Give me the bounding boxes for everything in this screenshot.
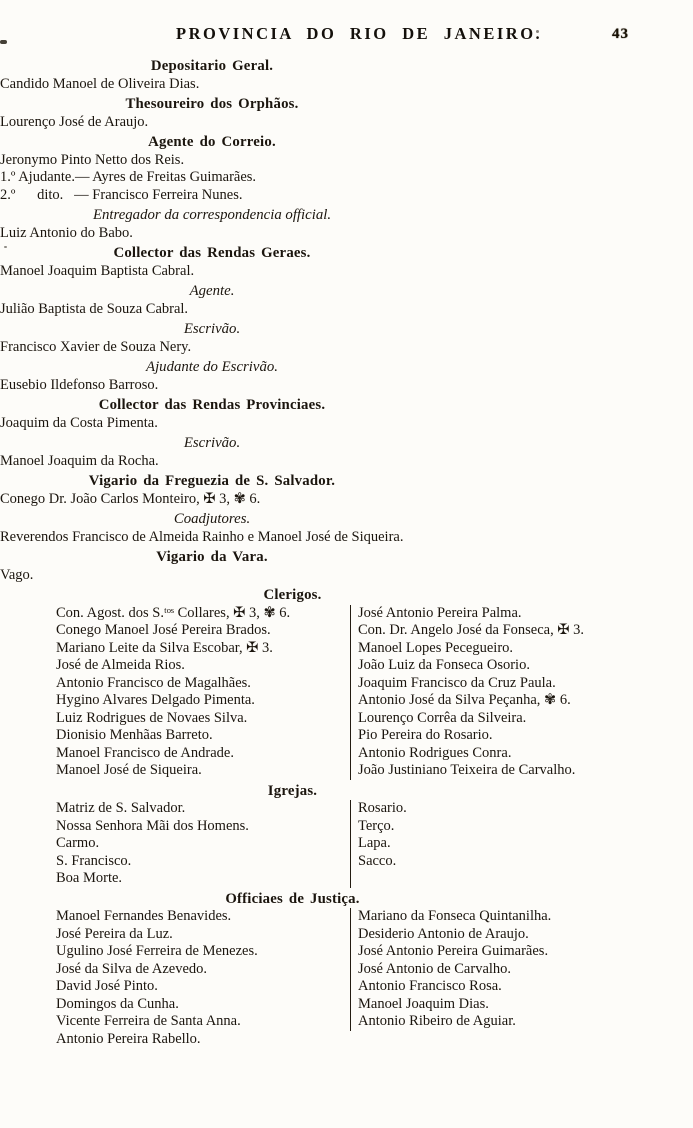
subheading-escrivao: Escrivão. (183, 321, 241, 337)
entry-name: Joaquim da Costa Pimenta. (0, 414, 158, 431)
subheading-escrivao: Escrivão. (183, 435, 241, 451)
list-item: Con. Dr. Angelo José da Fonseca, ✠ 3. (358, 622, 585, 638)
list-item: Luiz Rodrigues de Novaes Silva. (56, 709, 248, 726)
igrejas-right-column (350, 800, 656, 888)
list-item: Con. Agost. dos S.ᵗᵒˢ Collares, ✠ 3, ✾ 6. (56, 604, 291, 621)
list-item: Boa Morte. (56, 870, 123, 886)
list-item: Desiderio Antonio de Araujo. (358, 925, 529, 942)
entry-name: Conego Dr. João Carlos Monteiro, ✠ 3, ✾ 6. (0, 490, 261, 507)
officiaes-two-column-list (56, 908, 656, 1048)
list-item: Manoel Fernandes Benavides. (56, 908, 232, 924)
list-item: Joaquim Francisco da Cruz Paula. (358, 674, 556, 691)
entry-name: Julião Baptista de Souza Cabral. (0, 300, 189, 317)
list-item: Conego Manoel José Pereira Brados. (56, 622, 271, 638)
list-item: Antonio Pereira Rabello. (56, 1030, 201, 1047)
heading-thesoureiro-orphaos: Thesoureiro dos Orphãos. (125, 96, 299, 112)
heading-clerigos: Clerigos. (263, 587, 322, 603)
entry-line-ajudante-1: 1.º Ajudante.— Ayres de Freitas Guimarães. (0, 169, 257, 185)
igrejas-two-column-list (56, 800, 656, 888)
list-item: Nossa Senhora Mãi dos Homens. (56, 817, 249, 834)
list-item: José de Almeida Rios. (56, 657, 185, 673)
list-item: José da Silva de Azevedo. (56, 960, 208, 977)
list-item: Rosario. (358, 800, 407, 816)
page-number: 43 (612, 26, 629, 42)
list-item: Lapa. (358, 835, 391, 851)
list-item: Ugulino José Ferreira de Menezes. (56, 943, 258, 959)
list-item: Manoel Lopes Pecegueiro. (358, 639, 514, 656)
list-item: Matriz de S. Salvador. (56, 800, 186, 816)
officiaes-right-column (350, 908, 656, 1031)
list-item: Hygino Alvares Delgado Pimenta. (56, 692, 255, 708)
heading-officiaes-justica: Officiaes de Justiça. (225, 890, 360, 907)
scan-speck (4, 246, 7, 248)
entry-name: Candido Manoel de Oliveira Dias. (0, 75, 200, 92)
entry-line-ajudante-2: 2.º dito. — Francisco Ferreira Nunes. (0, 186, 243, 203)
list-item: João Justiniano Teixeira de Carvalho. (358, 762, 576, 778)
entry-name: Francisco Xavier de Souza Nery. (0, 338, 192, 355)
heading-rendas-provinciaes: Collector das Rendas Provinciaes. (98, 397, 326, 413)
subheading-entregador: Entregador da correspondencia official. (92, 207, 332, 223)
entry-name: Vago. (0, 566, 34, 583)
entry-name: Eusebio Ildefonso Barroso. (0, 376, 159, 393)
entry-name: Luiz Antonio do Babo. (0, 224, 133, 241)
list-item: Manoel Francisco de Andrade. (56, 744, 234, 761)
heading-agente-correio: Agente do Correio. (148, 134, 276, 150)
list-item: Manoel José de Siqueira. (56, 762, 202, 778)
clerigos-right-column (350, 605, 656, 780)
list-item: Antonio Francisco Rosa. (358, 978, 502, 994)
list-item: Domingos da Cunha. (56, 995, 179, 1012)
entry-name: Lourenço José de Araujo. (0, 113, 149, 130)
subheading-coadjutores: Coadjutores. (173, 511, 251, 527)
list-item: Terço. (358, 817, 395, 834)
heading-rendas-geraes: Collector das Rendas Geraes. (113, 245, 311, 261)
list-item: José Antonio Pereira Palma. (358, 604, 522, 621)
entry-name: Manoel Joaquim Baptista Cabral. (0, 262, 195, 279)
subheading-agente: Agente. (189, 283, 235, 299)
list-item: Carmo. (56, 835, 100, 851)
list-item: José Pereira da Luz. (56, 925, 173, 942)
heading-vigario-vara: Vigario da Vara. (156, 549, 268, 565)
list-item: Antonio Ribeiro de Aguiar. (358, 1013, 516, 1029)
list-item: Mariano Leite da Silva Escobar, ✠ 3. (56, 639, 273, 656)
officiaes-left-column (56, 908, 350, 1048)
list-item: José Antonio Pereira Guimarães. (358, 943, 549, 959)
page-body (0, 55, 693, 1048)
list-item: Sacco. (358, 852, 397, 869)
list-item: Lourenço Corrêa da Silveira. (358, 709, 527, 726)
subheading-ajudante-escrivao: Ajudante do Escrivão. (146, 359, 278, 375)
list-item: Mariano da Fonseca Quintanilha. (358, 908, 552, 924)
clerigos-two-column-list (56, 605, 656, 780)
heading-vigario-freguezia: Vigario da Freguezia de S. Salvador. (88, 473, 336, 489)
list-item: Antonio Francisco de Magalhães. (56, 674, 251, 691)
list-item: David José Pinto. (56, 978, 158, 994)
list-item: Vicente Ferreira de Santa Anna. (56, 1013, 241, 1029)
list-item: Manoel Joaquim Dias. (358, 995, 489, 1012)
heading-depositario-geral: Depositario Geral. (150, 58, 274, 74)
list-item: José Antonio de Carvalho. (358, 960, 512, 977)
list-item: Dionisio Menhãas Barreto. (56, 727, 213, 743)
igrejas-left-column (56, 800, 350, 888)
list-item: João Luiz da Fonseca Osorio. (358, 657, 530, 673)
list-item: Antonio José da Silva Peçanha, ✾ 6. (358, 692, 571, 708)
entry-name: Reverendos Francisco de Almeida Rainho e Manoel José de Siqueira. (0, 528, 404, 545)
list-item: S. Francisco. (56, 852, 132, 869)
heading-igrejas: Igrejas. (267, 782, 318, 799)
clerigos-left-column (56, 605, 350, 780)
page-title: PROVINCIA DO RIO DE JANEIRO. (176, 24, 543, 43)
entry-name: Manoel Joaquim da Rocha. (0, 452, 159, 469)
list-item: Antonio Rodrigues Conra. (358, 744, 512, 761)
running-head (0, 0, 693, 49)
entry-name: Jeronymo Pinto Netto dos Reis. (0, 151, 185, 168)
list-item: Pio Pereira do Rosario. (358, 727, 493, 743)
